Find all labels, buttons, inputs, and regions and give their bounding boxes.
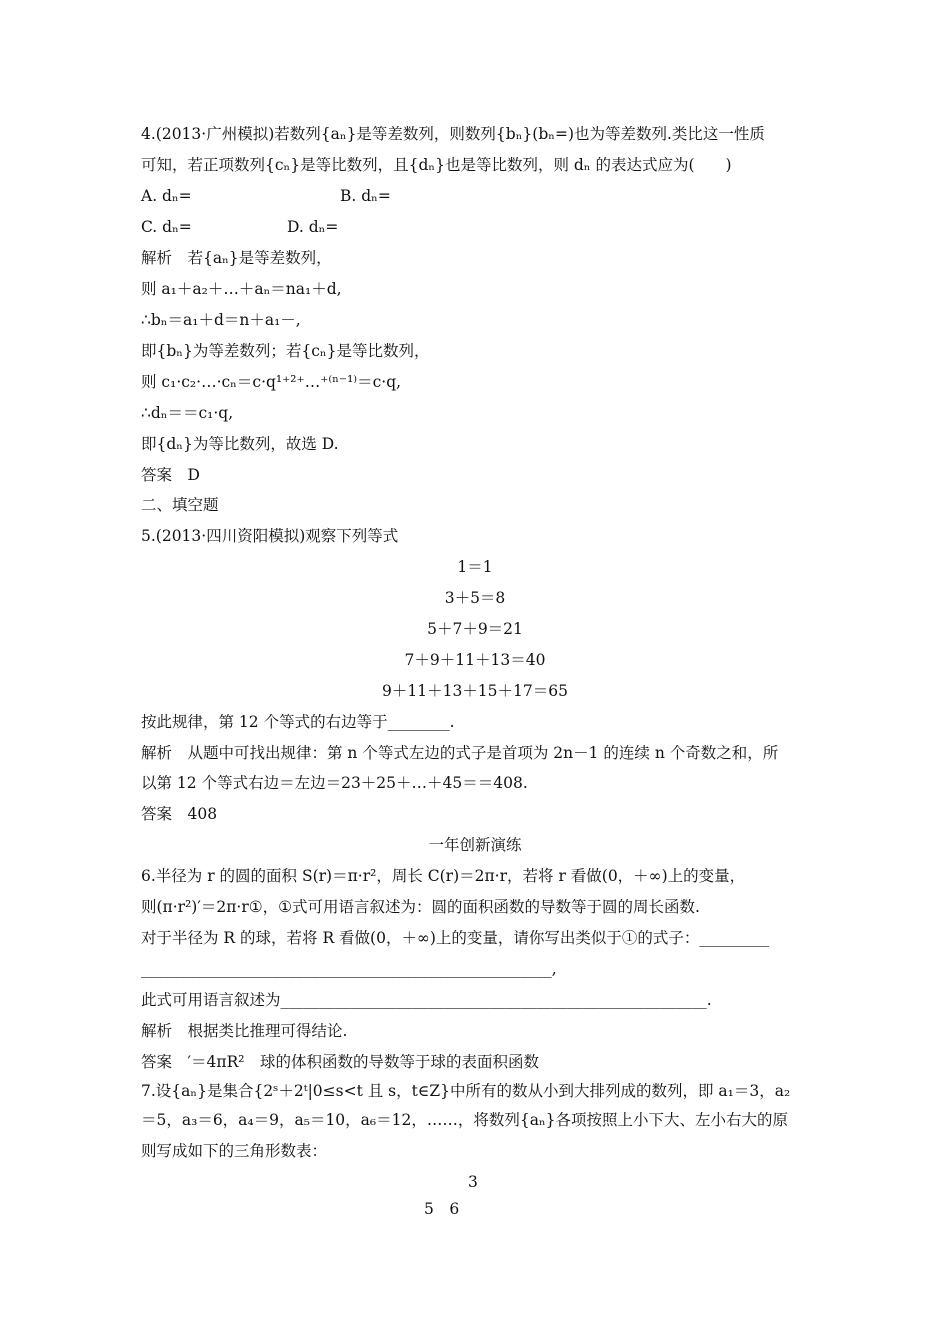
q4-option-a: A. dₙ= bbox=[141, 187, 192, 205]
q4-solution-line-2: 则 a₁＋a₂＋…＋aₙ＝na₁＋d, bbox=[141, 280, 342, 298]
q5-equation-3: 5＋7＋9＝21 bbox=[427, 620, 523, 638]
q7-triangle-row-2: 5 6 bbox=[424, 1200, 460, 1218]
q7-triangle-row-1: 3 bbox=[468, 1173, 478, 1191]
q6-line-3: 对于半径为 R 的球，若将 R 看做(0，＋∞)上的变量，请你写出类似于①的式子：_________ bbox=[141, 929, 770, 947]
q4-solution-line-1: 解析 若{aₙ}是等差数列， bbox=[141, 249, 332, 267]
q4-solution-line-7: 即{dₙ}为等比数列，故选 D. bbox=[141, 435, 339, 453]
q5-equation-5: 9＋11＋13＋15＋17＝65 bbox=[382, 682, 568, 700]
q5-question: 按此规律，第 12 个等式的右边等于________. bbox=[141, 713, 455, 731]
q5-equation-2: 3＋5＝8 bbox=[444, 589, 506, 607]
section-heading: 二、填空题 bbox=[141, 496, 219, 514]
q4-answer: 答案 D bbox=[141, 466, 200, 484]
q6-solution: 解析 根据类比推理可得结论. bbox=[141, 1022, 348, 1040]
q7-line-1: 7.设{aₙ}是集合{2ˢ＋2ᵗ|0≤s<t 且 s，t∈Z}中所有的数从小到大排列成的数列，即 a₁＝3，a₂ bbox=[141, 1082, 791, 1100]
q7-line-2: ＝5，a₃＝6，a₄＝9，a₅＝10，a₆＝12，……，将数列{aₙ}各项按照上小下大、左小右大的原 bbox=[141, 1111, 789, 1129]
q5-solution-line-1: 解析 从题中可找出规律：第 n 个等式左边的式子是首项为 2n－1 的连续 n 个奇数之和，所 bbox=[141, 744, 779, 762]
q5-equation-1: 1＝1 bbox=[457, 558, 493, 576]
q4-solution-line-4: 即{bₙ}为等差数列；若{cₙ}是等比数列， bbox=[141, 342, 430, 360]
q4-solution-line-3: ∴bₙ＝a₁＋d＝n＋a₁－, bbox=[141, 311, 301, 329]
q6-line-2: 则(π·r²)′＝2π·r①，①式可用语言叙述为：圆的面积函数的导数等于圆的周长函数. bbox=[141, 898, 700, 916]
q5-solution-line-2: 以第 12 个等式右边＝左边＝23＋25＋…＋45＝＝408. bbox=[141, 774, 528, 792]
q6-line-4: _____________________________________________________, bbox=[141, 960, 557, 978]
q4-solution-line-6: ∴dₙ＝＝c₁·q, bbox=[141, 404, 234, 422]
subsection-heading: 一年创新演练 bbox=[428, 836, 522, 854]
q6-line-1: 6.半径为 r 的圆的面积 S(r)＝π·r²，周长 C(r)＝2π·r，若将 r 看做(0，＋∞)上的变量， bbox=[141, 867, 746, 885]
q4-option-d: D. dₙ= bbox=[287, 218, 339, 236]
q4-stem-line-1: 4.(2013·广州模拟)若数列{aₙ}是等差数列，则数列{bₙ}(bₙ=)也为等差数列.类比这一性质 bbox=[141, 125, 765, 143]
q6-line-5: 此式可用语言叙述为_______________________________________________________. bbox=[141, 991, 712, 1009]
q7-line-3: 则写成如下的三角形数表： bbox=[141, 1142, 328, 1160]
q4-option-c: C. dₙ= bbox=[141, 218, 192, 236]
q4-option-b: B. dₙ= bbox=[340, 187, 391, 205]
q6-answer: 答案 ′＝4πR² 球的体积函数的导数等于球的表面积函数 bbox=[141, 1053, 539, 1071]
q5-equation-4: 7＋9＋11＋13＝40 bbox=[404, 651, 546, 669]
q4-stem-line-2: 可知，若正项数列{cₙ}是等比数列，且{dₙ}也是等比数列，则 dₙ 的表达式应为( ) bbox=[141, 156, 732, 174]
q4-solution-line-5: 则 c₁·c₂·…·cₙ＝c·q¹⁺²⁺…⁺⁽ⁿ⁻¹⁾＝c·q, bbox=[141, 373, 402, 391]
q5-stem: 5.(2013·四川资阳模拟)观察下列等式 bbox=[141, 527, 399, 545]
q5-answer: 答案 408 bbox=[141, 805, 218, 823]
